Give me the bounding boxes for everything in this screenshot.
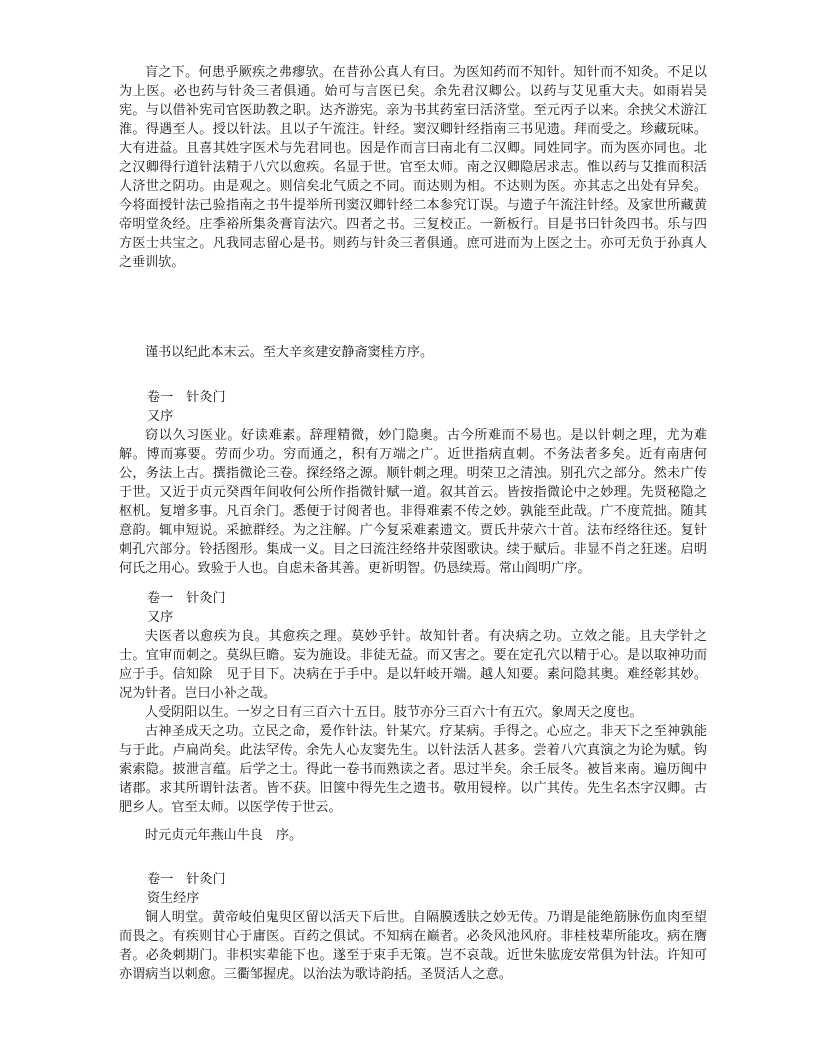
section-zisheng-jing-preface — [119, 870, 707, 984]
section-heading: 卷一 针灸门 — [147, 872, 226, 887]
section-yan-mingguang-preface — [119, 388, 707, 578]
paragraph: 肓之下。何患乎厥疾之弗瘳欤。在昔孙公真人有曰。为医知药而不知针。知针而不知灸。不足以为上医。必也药与针灸三者俱通。始可与言医已矣。余先君汉卿公。以药与艾见重大夫。如雨岩吴宪。与以借补宪司官医助教之职。达齐游宪。亲为书其药室曰活济堂。至元丙子以来。余挟父术游江淮。得遇至人。授以针法。且以子午流注。针经。窦汉卿针经指南三书见遗。拜而受之。珍藏玩味。大有进益。且喜其姓字医术与先君同也。因是作而言曰南北有二汉卿。同姓同字。而为医亦同也。北之汉卿得行道针法精于八穴以愈疾。名显于世。官至太师。南之汉卿隐居求志。惟以药与艾推而积活人济世之阴功。由是观之。则信矣北气质之不同。而达则为相。不达则为医。亦其志之出处有异矣。今将面授针法己验指南之书牛提举所刊窦汉卿针经二本参究订误。与遗子午流注针经。及家世所藏黄帝明堂灸经。庄季裕所集灸膏肓法穴。四者之书。三复校正。一新板行。目是书曰针灸四书。乐与四方医士共宝之。凡我同志留心是书。则药与针灸三者俱通。庶可进而为上医之士。亦可无负于孙真人之垂训欤。 — [119, 65, 707, 270]
section-subheading: 又序 — [147, 610, 174, 625]
section-subheading: 又序 — [147, 409, 174, 424]
section-heading: 卷一 针灸门 — [147, 390, 226, 405]
paragraph: 人受阴阳以生。一岁之日有三百六十五日。肢节亦分三百六十有五穴。象周天之度也。 — [145, 705, 643, 720]
paragraph: 时元贞元年燕山牛良 序。 — [145, 828, 303, 843]
preface-continuation — [119, 63, 707, 272]
colophon-niu-liang — [119, 826, 707, 845]
paragraph: 窃以久习医业。好读难素。辞理精微，妙门隐奥。古今所难而不易也。是以针刺之理，尤为难解。博而寡要。劳而少功。穷而通之，积有万端之广。近世指病直刺。不务法者多矣。近有南唐何公，务法上古。撰指微论三卷。探经络之源。顺针刺之理。明荣卫之清浊。别孔穴之部分。然未广传于世。又近于贞元癸酉年间收何公所作指微针赋一道。叙其首云。皆按指微论中之妙理。先贤秘隐之枢机。复增多事。凡百余门。悉便于讨阅者也。非得难素不传之妙。孰能至此哉。广不度荒拙。随其意韵。辄申短说。采摭群经。为之注解。广今复采难素遗文。贾氏井荥六十首。法布经络往还。复针刺孔穴部分。铃括图形。集成一义。目之曰流注经络井荥图歌诀。续于赋后。非显不肖之狂迷。启明何氏之用心。致验于人也。自虑未备其善。更祈明智。仍恳续焉。常山阎明广序。 — [119, 428, 707, 576]
section-heading: 卷一 针灸门 — [147, 591, 226, 606]
paragraph: 古神圣成天之功。立民之命，爰作针法。针某穴。疗某病。手得之。心应之。非天下之至神孰能与于此。卢扁尚矣。此法罕传。余先人心友窦先生。以针法活人甚多。尝着八穴真演之为论为赋。钩索索隐。披泄言蕴。后学之士。得此一卷书而熟读之者。思过半矣。余壬辰冬。被旨来南。遍历闽中诸郡。求其所谓针法者。皆不获。旧箧中得先生之遗书。敬用锓梓。以广其传。先生名杰字汉卿。古 肥乡人。官至太师。以医学传于世云。 — [119, 724, 721, 815]
section-subheading: 资生经序 — [147, 891, 200, 906]
paragraph: 夫医者以愈疾为良。其愈疾之理。莫妙乎针。故知针者。有决病之功。立效之能。且夫学针之士。宜审而刺之。莫纵巨瞻。妄为施设。非徒无益。而又害之。要在定孔穴以精于心。是以取神功而应于手。信知除 见于目下。决病在于手中。是以轩岐开端。越人知要。素问隐其奥。难经彰其妙。况为针者。岂曰小补之哉。 — [119, 629, 707, 701]
section-niu-liang-preface — [119, 589, 721, 817]
colophon-dou-guifang — [119, 343, 707, 362]
paragraph: 谨书以纪此本末云。至大辛亥建安静斋窦桂方序。 — [145, 345, 434, 360]
paragraph: 铜人明堂。黄帝岐伯鬼臾区留以活天下后世。自隔膜透肤之妙无传。乃谓是能绝筋脉伤血肉至望而畏之。有疾则甘心于庸医。百药之俱试。不知病在巅者。必灸风池风府。非桂枝辈所能攻。病在膺者。必灸刺期门。非枳实辈能下也。遂至于束手无策。岂不哀哉。近世朱肱庞安常俱为针法。许知可亦谓病当以刺愈。三衢邹握虎。以治法为歌诗韵括。圣贤活人之意。 — [119, 910, 707, 982]
